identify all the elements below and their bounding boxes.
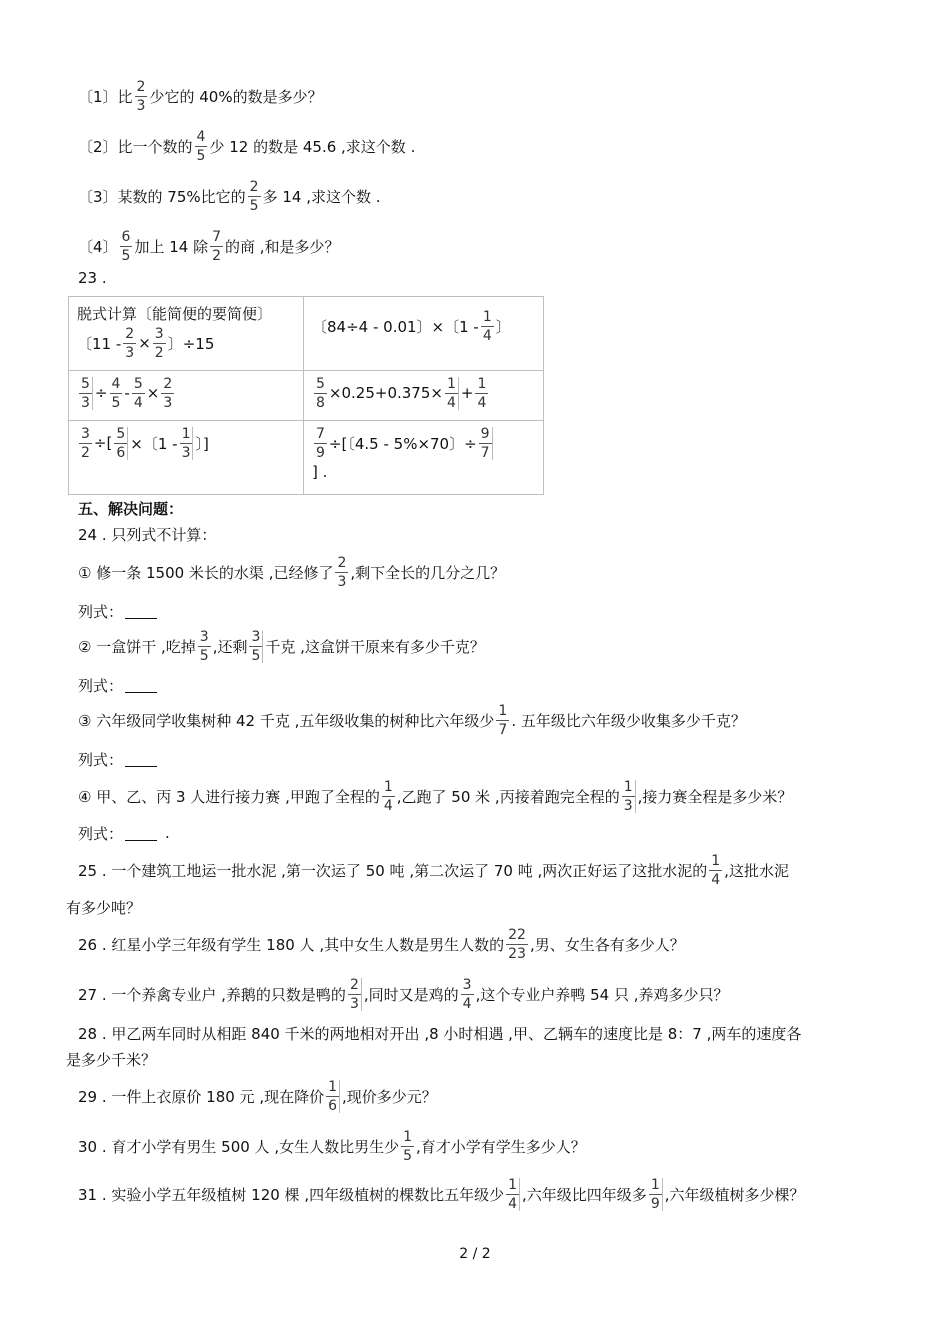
text: . 五年级比六年级少收集多少千克？	[511, 711, 746, 730]
text: 27 . 一个养禽专业户 ,养鹅的只数是鸭的	[78, 985, 346, 1004]
text: 列式：	[78, 676, 124, 695]
fraction: $\frac{1}{4}$	[506, 1178, 520, 1211]
calc-cell-2	[304, 297, 544, 371]
text: ,育才小学有学生多少人？	[416, 1137, 586, 1156]
fraction: $\frac{5}{6}$	[114, 427, 128, 460]
fraction: $\frac{4}{5}$	[111, 375, 121, 411]
fraction: $\frac{22}{23}$	[508, 926, 526, 962]
text: ③ 六年级同学收集树种 42 千克 ,五年级收集的树种比六年级少	[78, 711, 495, 730]
text: ×0.25+0.375×	[328, 384, 443, 402]
q22-item-1	[78, 76, 323, 116]
q30	[78, 1126, 586, 1166]
text: 脱式计算〔能简便的要简便〕	[77, 304, 273, 323]
text: 多 14 ,求这个数 .	[262, 187, 381, 206]
fraction: $\frac{2}{5}$	[249, 178, 259, 214]
q22-item-4	[78, 226, 340, 266]
text: .	[165, 824, 170, 842]
section-heading	[78, 495, 183, 521]
text: ,剩下全长的几分之几？	[350, 563, 506, 582]
fraction: $\frac{2}{3}$	[163, 375, 173, 411]
q22-item-3	[78, 176, 381, 216]
text: ,六年级植树多少棵？	[664, 1185, 805, 1204]
text: 〕	[495, 317, 511, 336]
q25-line-1	[78, 850, 789, 890]
fraction: $\frac{1}{4}$	[711, 852, 721, 888]
fraction: $\frac{1}{3}$	[622, 780, 636, 813]
page-number: 2 / 2	[459, 1246, 491, 1262]
fraction: $\frac{1}{4}$	[477, 375, 487, 411]
answer-blank	[125, 752, 157, 767]
fraction: $\frac{5}{8}$	[316, 375, 325, 411]
text: 〕]	[195, 434, 209, 453]
text: ,这个专业户养鸭 54 只 ,养鸡多少只？	[475, 985, 729, 1004]
text: 五、解决问题：	[78, 499, 184, 518]
text: ② 一盒饼干 ,吃掉	[78, 637, 196, 656]
q25-line-2	[66, 892, 141, 922]
q24-title	[78, 520, 216, 548]
text: 列式：	[78, 824, 124, 843]
q24-answer-4	[78, 818, 170, 848]
q28-line-1	[78, 1018, 801, 1048]
fraction: $\frac{3}{4}$	[462, 976, 472, 1012]
text: 30 . 育才小学有男生 500 人 ,女生人数比男生少	[78, 1137, 400, 1156]
text: 〔4〕	[78, 237, 118, 256]
answer-blank	[125, 826, 157, 841]
fraction: $\frac{1}{5}$	[403, 1128, 413, 1164]
text: -	[124, 384, 130, 402]
q24-answer-1	[78, 596, 157, 626]
text: ① 修一条 1500 米长的水渠 ,已经修了	[78, 563, 334, 582]
text: 有多少吨？	[66, 898, 142, 917]
text: ,男、女生各有多少人？	[529, 935, 685, 954]
q24-answer-2	[78, 670, 157, 700]
text: 少它的 40%的数是多少？	[149, 87, 323, 106]
fraction: $\frac{1}{4}$	[445, 377, 459, 410]
text: ,六年级比四年级多	[522, 1185, 647, 1204]
fraction: $\frac{1}{4}$	[383, 778, 393, 814]
text: 〔2〕比一个数的	[78, 137, 193, 156]
text: 23 .	[78, 269, 107, 287]
text: 26 . 红星小学三年级有学生 180 人 ,其中女生人数是男生人数的	[78, 935, 505, 954]
q24-item-2	[78, 626, 485, 666]
text: 是多少千米？	[66, 1050, 157, 1069]
text: ×〔1 -	[130, 434, 178, 453]
q23-number	[78, 264, 107, 292]
fraction: $\frac{6}{5}$	[121, 228, 131, 264]
calc-cell-1	[69, 297, 304, 371]
fraction: $\frac{3}{5}$	[249, 630, 263, 663]
calc-cell-5	[69, 421, 304, 495]
text: 29 . 一件上衣原价 180 元 ,现在降价	[78, 1087, 325, 1106]
text: 28 . 甲乙两车同时从相距 840 千米的两地相对开出 ,8 小时相遇 ,甲、乙辆车的速度比是 8：7 ,两车的速度各	[78, 1024, 802, 1043]
text: +	[460, 384, 474, 402]
fraction: $\frac{3}{5}$	[199, 628, 209, 664]
text: ,这批水泥	[724, 861, 789, 880]
text: 〔11 -	[77, 334, 122, 353]
calc-table	[68, 296, 544, 495]
fraction: $\frac{5}{4}$	[133, 375, 143, 411]
q24-item-4	[78, 776, 792, 816]
q27	[78, 974, 729, 1014]
text: ,同时又是鸡的	[363, 985, 459, 1004]
text: 列式：	[78, 602, 124, 621]
fraction: $\frac{1}{7}$	[498, 702, 508, 738]
text: ÷	[94, 384, 108, 402]
fraction: $\frac{3}{2}$	[154, 325, 164, 361]
fraction: $\frac{7}{9}$	[316, 425, 325, 461]
fraction: $\frac{7}{2}$	[212, 228, 222, 264]
q26	[78, 924, 685, 964]
text: 加上 14 除	[134, 237, 209, 256]
answer-blank	[125, 678, 157, 693]
fraction: $\frac{2}{3}$	[337, 554, 347, 590]
q29	[78, 1076, 437, 1116]
text: ] .	[312, 463, 328, 481]
q28-line-2	[66, 1044, 156, 1074]
text: 〔3〕某数的 75%比它的	[78, 187, 246, 206]
q22-item-2	[78, 126, 415, 166]
calc-cell-6	[304, 421, 544, 495]
text: 25 . 一个建筑工地运一批水泥 ,第一次运了 50 吨 ,第二次运了 70 吨 ,两次正好运了这批水泥的	[78, 861, 708, 880]
fraction: $\frac{1}{9}$	[649, 1178, 663, 1211]
fraction: $\frac{2}{3}$	[136, 78, 146, 114]
q24-item-3	[78, 700, 746, 740]
text: ,接力赛全程是多少米？	[637, 787, 793, 806]
fraction: $\frac{9}{7}$	[479, 427, 493, 460]
fraction: $\frac{1}{6}$	[326, 1080, 340, 1113]
q31	[78, 1174, 805, 1214]
text: ×	[146, 384, 160, 402]
q24-answer-3	[78, 744, 157, 774]
calc-cell-4	[304, 371, 544, 421]
calc-cell-3	[69, 371, 304, 421]
fraction: $\frac{4}{5}$	[196, 128, 206, 164]
fraction: $\frac{5}{3}$	[79, 377, 93, 410]
text: ,乙跑了 50 米 ,丙接着跑完全程的	[396, 787, 620, 806]
text: ④ 甲、乙、丙 3 人进行接力赛 ,甲跑了全程的	[78, 787, 380, 806]
fraction: $\frac{2}{3}$	[348, 978, 362, 1011]
fraction: $\frac{2}{3}$	[125, 325, 135, 361]
q24-item-1	[78, 552, 505, 592]
text: ,现价多少元？	[342, 1087, 437, 1106]
text: ×	[138, 334, 151, 352]
fraction: $\frac{1}{3}$	[180, 427, 194, 460]
text: 〔84÷4 - 0.01〕×〔1 -	[312, 317, 479, 336]
text: 〔1〕比	[78, 87, 133, 106]
text: ÷[〔4.5 - 5%×70〕÷	[328, 434, 477, 453]
answer-blank	[125, 604, 157, 619]
text: ÷[	[93, 434, 113, 452]
text: 千克 ,这盒饼干原来有多少千克？	[265, 637, 485, 656]
text: 24 . 只列式不计算：	[78, 525, 217, 544]
text: ,还剩	[212, 637, 248, 656]
fraction: $\frac{1}{4}$	[482, 308, 492, 344]
text: 少 12 的数是 45.6 ,求这个数 .	[209, 137, 416, 156]
fraction: $\frac{3}{2}$	[81, 425, 90, 461]
text: 〕÷15	[167, 334, 215, 353]
text: 的商 ,和是多少？	[225, 237, 340, 256]
text: 列式：	[78, 750, 124, 769]
text: 31 . 实验小学五年级植树 120 棵 ,四年级植树的棵数比五年级少	[78, 1185, 505, 1204]
